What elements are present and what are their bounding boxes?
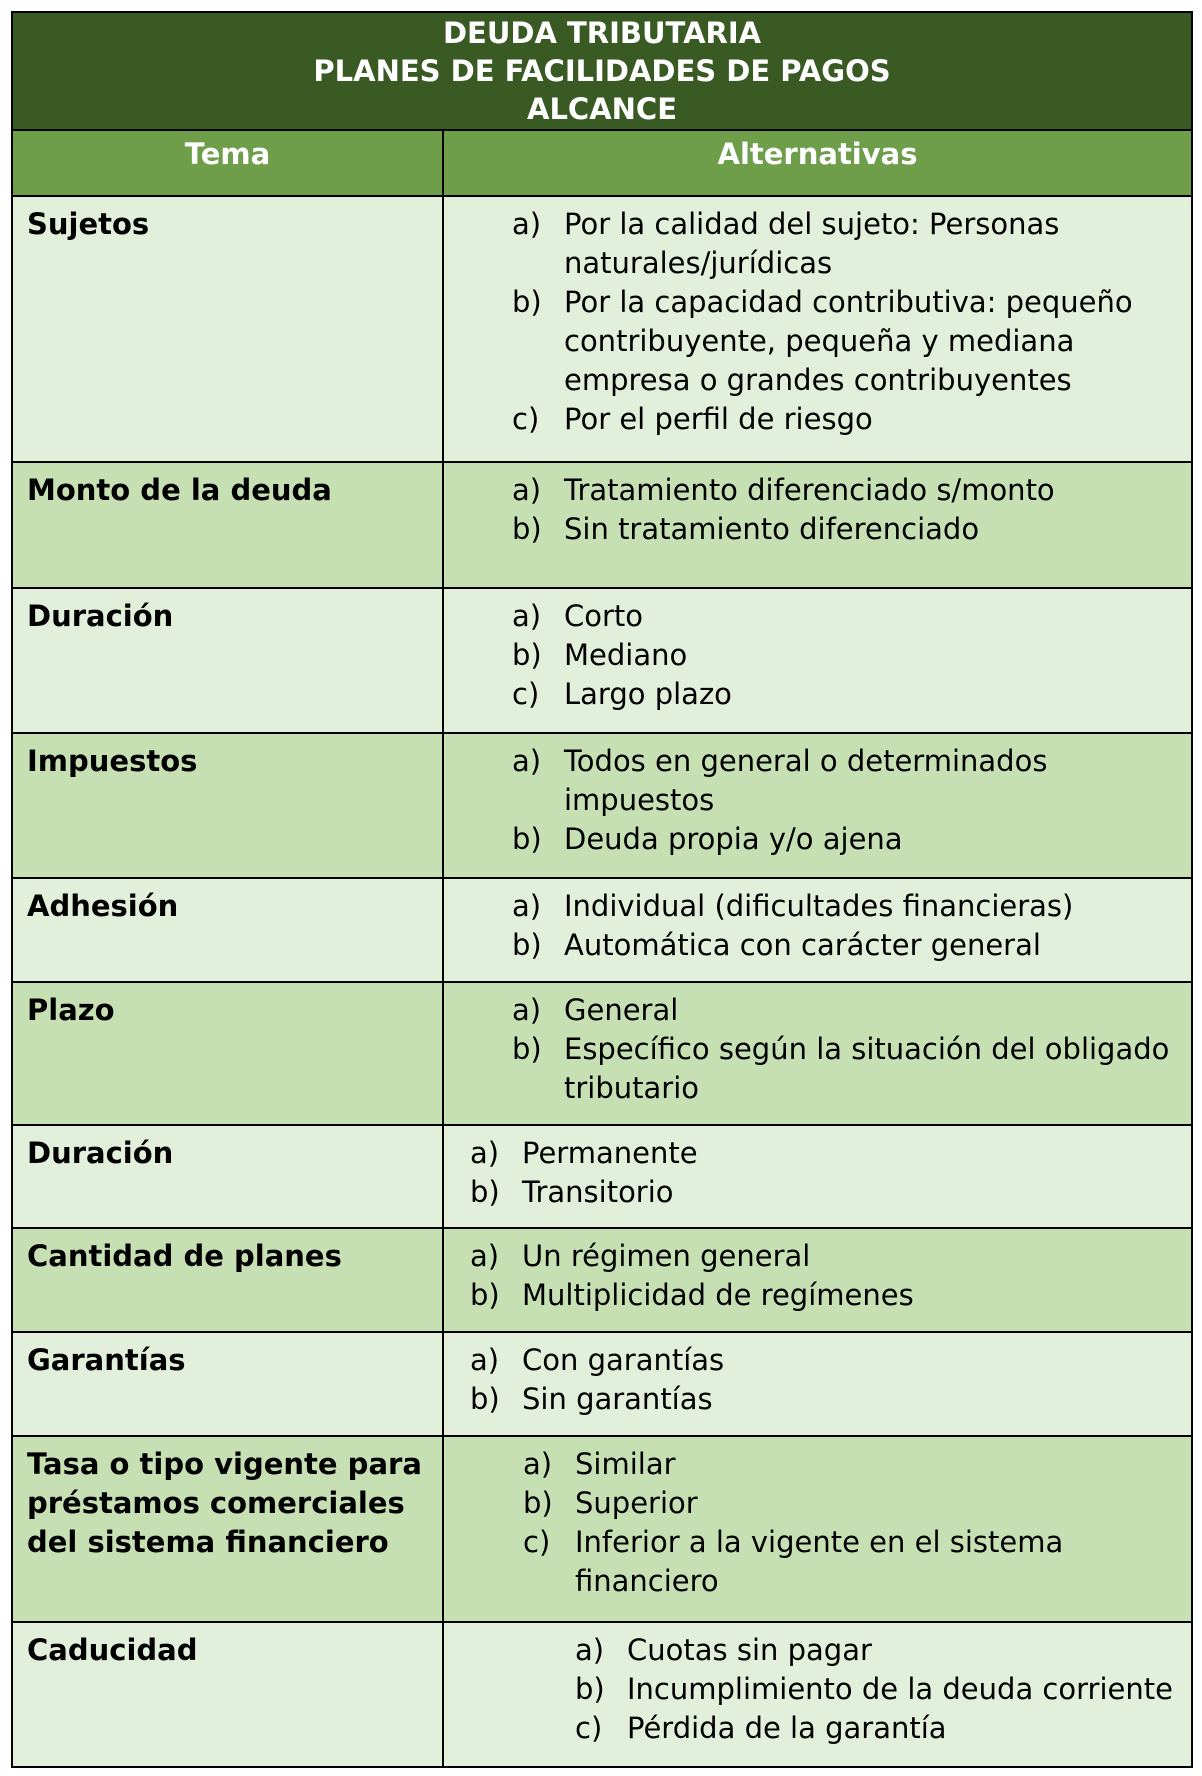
options-list [512, 887, 1171, 965]
table-row [12, 733, 1192, 878]
option-item [470, 1237, 1171, 1276]
option-letter: c) [512, 402, 540, 436]
options-list [470, 1341, 1171, 1419]
option-letter: b) [470, 1175, 500, 1209]
alcance-table [11, 11, 1193, 1768]
option-letter: a) [512, 993, 542, 1027]
option-letter: b) [512, 822, 542, 856]
option-letter: a) [523, 1447, 553, 1481]
option-text: Por la capacidad contributiva: pequeño contribuyente, pequeña y mediana empresa o grandes contribuyentes [564, 285, 1133, 397]
option-letter: a) [470, 1239, 500, 1273]
option-text: Mediano [564, 638, 688, 672]
option-text: Transitorio [522, 1175, 674, 1209]
table-row [12, 1228, 1192, 1332]
options-list [575, 1631, 1181, 1748]
options-list [523, 1445, 1171, 1601]
option-text: Pérdida de la garantía [627, 1711, 947, 1745]
tema-cell: Monto de la deuda [12, 462, 443, 588]
option-letter: c) [523, 1525, 551, 1559]
option-letter: b) [512, 512, 542, 546]
option-letter: b) [512, 638, 542, 672]
option-letter: b) [512, 285, 542, 319]
option-text: Sin garantías [522, 1382, 713, 1416]
option-text: Incumplimiento de la deuda corriente [627, 1672, 1173, 1706]
table-row [12, 462, 1192, 588]
options-list [512, 597, 1171, 714]
option-item [512, 205, 1171, 283]
tema-cell: Caducidad [12, 1622, 443, 1767]
tema-cell: Tasa o tipo vigente para préstamos comerciales del sistema financiero [12, 1436, 443, 1622]
option-item [512, 991, 1171, 1030]
option-item [470, 1173, 1171, 1212]
option-letter: a) [575, 1633, 605, 1667]
option-letter: a) [470, 1343, 500, 1377]
alternativas-cell [443, 733, 1192, 878]
option-item [470, 1134, 1171, 1173]
title-row [12, 12, 1192, 130]
option-letter: a) [512, 744, 542, 778]
alternativas-cell [443, 982, 1192, 1125]
option-letter: b) [512, 1032, 542, 1066]
option-item [523, 1484, 1171, 1523]
alternativas-cell [443, 878, 1192, 982]
table-row [12, 982, 1192, 1125]
alternativas-cell [443, 1332, 1192, 1436]
option-text: Automática con carácter general [564, 928, 1041, 962]
option-text: Cuotas sin pagar [627, 1633, 872, 1667]
option-letter: b) [523, 1486, 553, 1520]
tema-cell: Cantidad de planes [12, 1228, 443, 1332]
tema-cell: Adhesión [12, 878, 443, 982]
tema-cell: Plazo [12, 982, 443, 1125]
table-row [12, 196, 1192, 462]
alternativas-cell [443, 588, 1192, 733]
option-letter: c) [575, 1711, 603, 1745]
option-letter: b) [575, 1672, 605, 1706]
option-item [512, 926, 1171, 965]
option-letter: b) [512, 928, 542, 962]
option-text: Con garantías [522, 1343, 725, 1377]
alternativas-cell [443, 462, 1192, 588]
option-item [575, 1709, 1181, 1748]
option-letter: a) [470, 1136, 500, 1170]
options-list [512, 471, 1171, 549]
alternativas-cell [443, 1125, 1192, 1228]
table-row [12, 1436, 1192, 1622]
title-line-1: DEUDA TRIBUTARIA [442, 16, 762, 50]
option-item [512, 820, 1171, 859]
alternativas-cell [443, 1228, 1192, 1332]
title-line-2: PLANES DE FACILIDADES DE PAGOS [313, 54, 891, 88]
option-text: Corto [564, 599, 644, 633]
option-text: Superior [575, 1486, 698, 1520]
option-item [512, 1030, 1171, 1108]
option-item [512, 400, 1171, 439]
option-letter: a) [512, 473, 542, 507]
option-text: Individual (dificultades financieras) [564, 889, 1074, 923]
alternativas-cell [443, 1436, 1192, 1622]
option-letter: a) [512, 889, 542, 923]
header-row [12, 130, 1192, 196]
option-item [512, 471, 1171, 510]
option-item [512, 887, 1171, 926]
option-text: Inferior a la vigente en el sistema financiero [575, 1525, 1064, 1598]
option-item [470, 1276, 1171, 1315]
option-text: Deuda propia y/o ajena [564, 822, 903, 856]
option-text: Largo plazo [564, 677, 732, 711]
options-list [470, 1237, 1171, 1315]
option-item [470, 1380, 1171, 1419]
option-letter: a) [512, 207, 542, 241]
title-line-3: ALCANCE [527, 92, 678, 126]
option-item [575, 1631, 1181, 1670]
alternativas-cell [443, 1622, 1192, 1767]
option-item [575, 1670, 1181, 1709]
option-text: Similar [575, 1447, 676, 1481]
option-letter: a) [512, 599, 542, 633]
tema-cell: Duración [12, 588, 443, 733]
options-list [470, 1134, 1171, 1212]
option-item [523, 1523, 1171, 1601]
table-row [12, 588, 1192, 733]
tema-cell: Duración [12, 1125, 443, 1228]
header-tema: Tema [12, 130, 443, 196]
option-text: Por la calidad del sujeto: Personas naturales/jurídicas [564, 207, 1060, 280]
table-title [12, 12, 1192, 130]
options-list [512, 205, 1171, 439]
option-item [512, 510, 1171, 549]
option-text: Permanente [522, 1136, 698, 1170]
option-item [512, 597, 1171, 636]
tema-cell: Sujetos [12, 196, 443, 462]
option-text: Un régimen general [522, 1239, 811, 1273]
option-item [470, 1341, 1171, 1380]
option-item [512, 636, 1171, 675]
option-text: Multiplicidad de regímenes [522, 1278, 914, 1312]
option-text: Específico según la situación del obligado tributario [564, 1032, 1170, 1105]
options-list [512, 991, 1171, 1108]
alternativas-cell [443, 196, 1192, 462]
table-row [12, 1125, 1192, 1228]
option-item [512, 742, 1171, 820]
options-list [512, 742, 1171, 859]
option-letter: c) [512, 677, 540, 711]
option-item [512, 675, 1171, 714]
option-letter: b) [470, 1382, 500, 1416]
option-text: Todos en general o determinados impuestos [564, 744, 1048, 817]
option-text: Sin tratamiento diferenciado [564, 512, 980, 546]
table-row [12, 1622, 1192, 1767]
option-item [512, 283, 1171, 400]
tema-cell: Garantías [12, 1332, 443, 1436]
option-letter: b) [470, 1278, 500, 1312]
option-text: General [564, 993, 679, 1027]
header-alternativas: Alternativas [443, 130, 1192, 196]
option-text: Tratamiento diferenciado s/monto [564, 473, 1055, 507]
table-row [12, 878, 1192, 982]
tema-cell: Impuestos [12, 733, 443, 878]
option-item [523, 1445, 1171, 1484]
table-row [12, 1332, 1192, 1436]
option-text: Por el perfil de riesgo [564, 402, 873, 436]
